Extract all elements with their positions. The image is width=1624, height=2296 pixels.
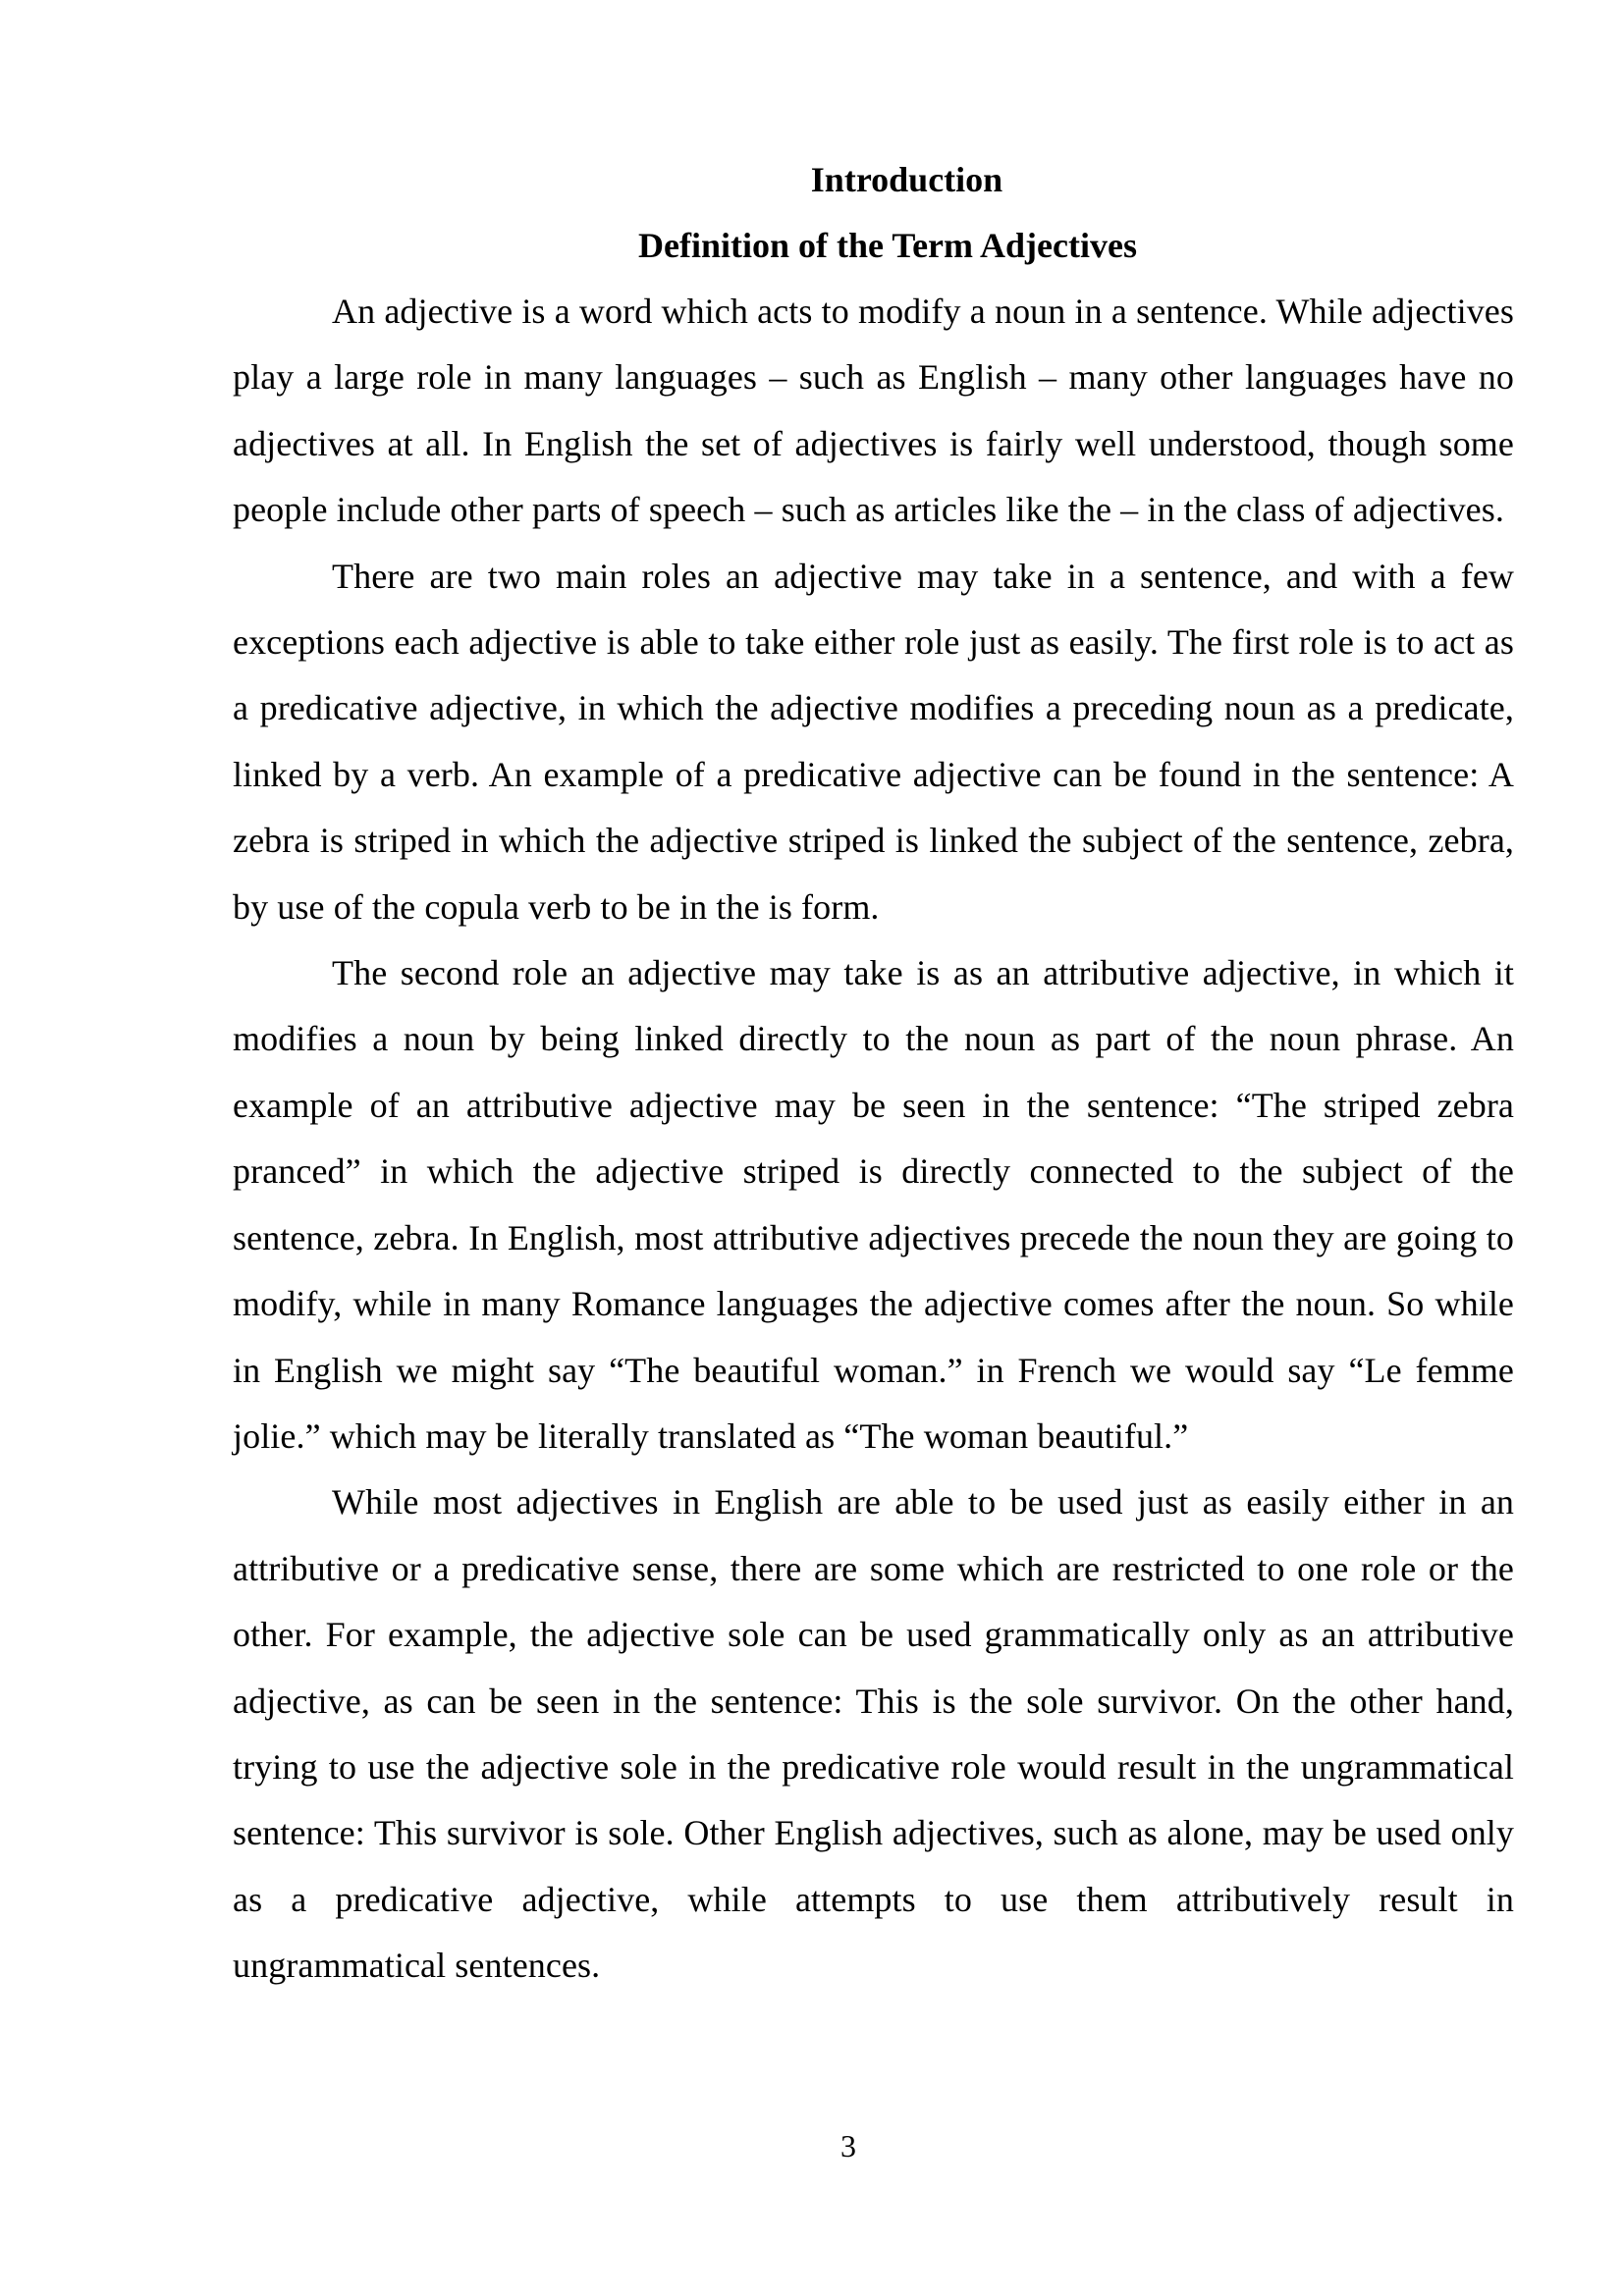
section-heading: Definition of the Term Adjectives [638, 226, 1137, 265]
page-number: 3 [840, 2128, 856, 2163]
paragraph-2: There are two main roles an adjective may take in a sentence, and with a few exceptions each adjective is able to take either role just as easily. The first role is to act as a predicative adjective, in which the adjective modifies a preceding noun as a predicate, linked by a verb. An example of a predicative adjective can be found in the sentence: A zebra is striped in which the adjective striped is linked the subject of the sentence, zebra, by use of the copula verb to be in the is form. [233, 556, 1514, 927]
page-title: Introduction [810, 160, 1003, 199]
paragraph-1: An adjective is a word which acts to modify a noun in a sentence. While adjectives play a large role in many languages – such as English – many other languages have no adjectives at all. In English the set of adjectives is fairly well understood, though some people include other parts of speech – such as articles like the – in the class of adjectives. [233, 292, 1514, 530]
page-content [233, 147, 1514, 2000]
paragraph-4: While most adjectives in English are able to be used just as easily either in an attributive or a predicative sense, there are some which are restricted to one role or the other. For example, the adjective sole can be used grammatically only as an attributive adjective, as can be seen in the sentence: This is the sole survivor. On the other hand, trying to use the adjective sole in the predicative role would result in the ungrammatical sentence: This survivor is sole. Other English adjectives, such as alone, may be used only as a predicative adjective, while attempts to use them attributively result in ungrammatical sentences. [233, 1482, 1514, 1986]
paragraph-3: The second role an adjective may take is as an attributive adjective, in which it modifies a noun by being linked directly to the noun as part of the noun phrase. An example of an attributive adjective may be seen in the sentence: “The striped zebra pranced” in which the adjective striped is directly connected to the subject of the sentence, zebra. In English, most attributive adjectives precede the noun they are going to modify, while in many Romance languages the adjective comes after the noun. So while in English we might say “The beautiful woman.” in French we would say “Le femme jolie.” which may be literally translated as “The woman beautiful.” [233, 953, 1514, 1456]
